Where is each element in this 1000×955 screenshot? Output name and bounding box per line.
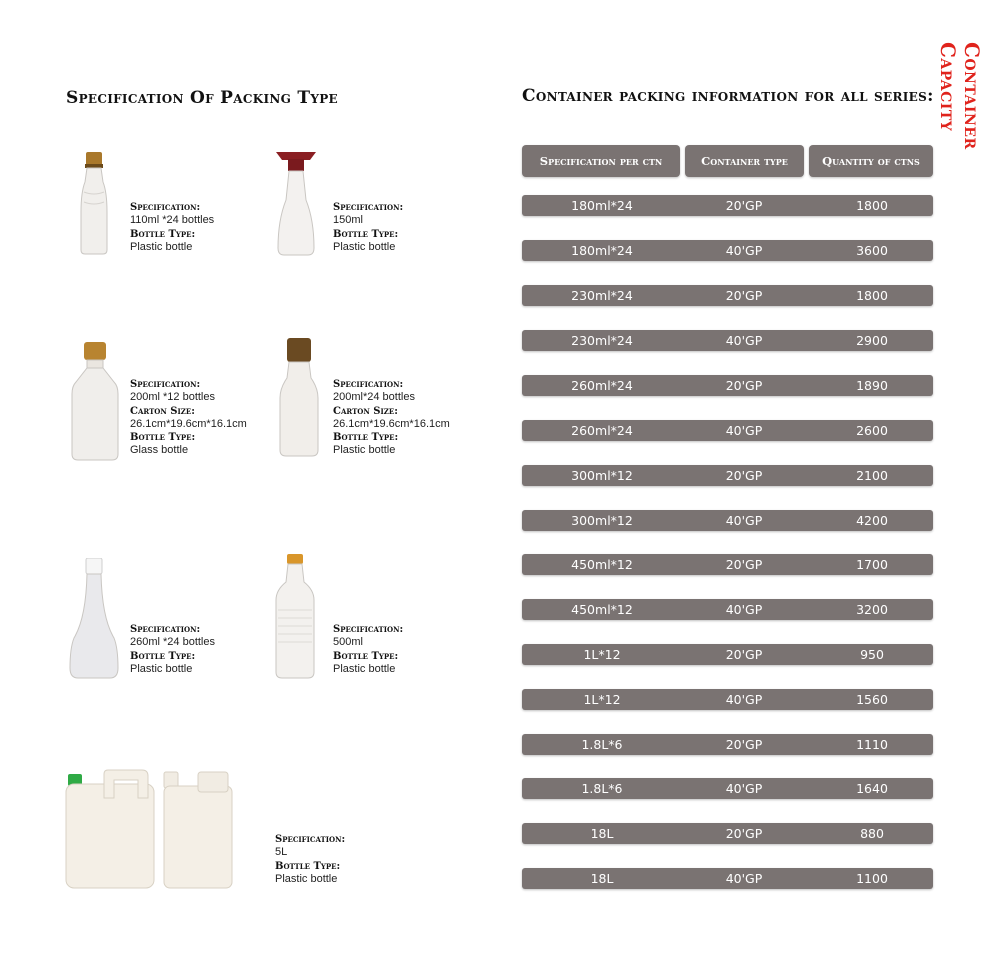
table-row (522, 240, 933, 261)
cell-quantity: 2600 (856, 423, 888, 438)
cell-container: 20'GP (725, 468, 763, 483)
table-row (522, 554, 933, 575)
jerrycan-5l-front-image (64, 768, 156, 890)
spec-label: Specification: (333, 202, 404, 213)
table-row (522, 465, 933, 486)
product-spec-260ml (130, 623, 215, 676)
table-row (522, 823, 933, 844)
bottle-type-label: Bottle Type: (130, 650, 196, 662)
cell-container: 40'GP (725, 243, 763, 258)
product-spec-5l (275, 833, 345, 886)
bottle-150ml-image (274, 150, 318, 258)
product-spec-150ml (333, 201, 403, 254)
bottle-type-value: Plastic bottle (333, 240, 396, 253)
carton-size-label: Carton Size: (333, 405, 398, 417)
spec-label: Specification: (130, 624, 201, 635)
bottle-200ml-plastic-image (278, 338, 320, 458)
cell-container: 40'GP (725, 513, 763, 528)
carton-size-label: Carton Size: (130, 405, 195, 417)
spec-value: 110ml *24 bottles (130, 214, 215, 227)
cell-container: 40'GP (725, 871, 763, 886)
cell-spec: 300ml*12 (571, 513, 633, 528)
table-row (522, 689, 933, 710)
cell-container: 40'GP (725, 333, 763, 348)
spec-value: 5L (275, 846, 288, 859)
cell-spec: 180ml*24 (571, 198, 633, 213)
table-row (522, 778, 933, 799)
cell-spec: 180ml*24 (571, 243, 633, 258)
cell-quantity: 1700 (856, 557, 888, 572)
bottle-type-label: Bottle Type: (275, 860, 341, 872)
container-info-heading: Container packing information for all series: (522, 86, 934, 106)
table-row (522, 420, 933, 441)
cell-container: 40'GP (725, 781, 763, 796)
cell-container: 40'GP (725, 602, 763, 617)
cell-spec: 1.8L*6 (581, 737, 623, 752)
cell-spec: 1L*12 (583, 647, 621, 662)
cell-quantity: 1800 (856, 198, 888, 213)
spec-value: 200ml*24 bottles (333, 391, 415, 404)
cell-container: 20'GP (725, 557, 763, 572)
header-quantity-of-ctns: Quantity of ctns (809, 145, 933, 177)
product-spec-110ml (130, 201, 214, 254)
cell-quantity: 3200 (856, 602, 888, 617)
cell-quantity: 3600 (856, 243, 888, 258)
header-container-type: Container type (685, 145, 804, 177)
table-row (522, 195, 933, 216)
bottle-type-value: Plastic bottle (333, 662, 396, 675)
spec-label: Specification: (333, 379, 404, 390)
bottle-type-value: Glass bottle (130, 444, 189, 457)
cell-spec: 260ml*24 (571, 378, 633, 393)
product-spec-500ml (333, 623, 403, 676)
packing-type-heading: Specification Of Packing Type (66, 88, 338, 108)
bottle-200ml-glass-image (70, 342, 120, 462)
cell-spec: 300ml*12 (571, 468, 633, 483)
cell-quantity: 4200 (856, 513, 888, 528)
product-spec-200ml-glass (130, 378, 247, 458)
spec-value: 200ml *12 bottles (130, 391, 215, 404)
cell-container: 20'GP (725, 288, 763, 303)
cell-container: 20'GP (725, 826, 763, 841)
bottle-type-value: Plastic bottle (130, 662, 193, 675)
table-row (522, 599, 933, 620)
spec-label: Specification: (333, 624, 404, 635)
cell-container: 20'GP (725, 647, 763, 662)
cell-container: 40'GP (725, 423, 763, 438)
table-row (522, 868, 933, 889)
cell-spec: 18L (590, 826, 614, 841)
cell-spec: 18L (590, 871, 614, 886)
bottle-500ml-image (274, 554, 316, 680)
bottle-110ml-image (76, 152, 112, 256)
bottle-type-value: Plastic bottle (130, 240, 193, 253)
spec-label: Specification: (130, 202, 201, 213)
spec-label: Specification: (275, 834, 346, 845)
cell-quantity: 1100 (856, 871, 888, 886)
spec-label: Specification: (130, 379, 201, 390)
container-capacity-side-title: Container Capacity (936, 42, 984, 150)
cell-spec: 230ml*24 (571, 333, 633, 348)
cell-quantity: 2900 (856, 333, 888, 348)
spec-value: 150ml (333, 214, 363, 227)
bottle-type-label: Bottle Type: (333, 432, 399, 444)
cell-quantity: 950 (860, 647, 884, 662)
spec-value: 500ml (333, 636, 363, 649)
bottle-type-label: Bottle Type: (130, 432, 196, 444)
jerrycan-5l-side-image (162, 768, 234, 890)
bottle-type-value: Plastic bottle (333, 444, 396, 457)
cell-quantity: 1560 (856, 692, 888, 707)
table-row (522, 644, 933, 665)
cell-quantity: 1110 (856, 737, 888, 752)
cell-quantity: 1640 (856, 781, 888, 796)
cell-spec: 1.8L*6 (581, 781, 623, 796)
cell-spec: 230ml*24 (571, 288, 633, 303)
cell-container: 20'GP (725, 737, 763, 752)
cell-spec: 260ml*24 (571, 423, 633, 438)
bottle-260ml-image (68, 558, 120, 682)
cell-container: 40'GP (725, 692, 763, 707)
cell-quantity: 880 (860, 826, 884, 841)
table-row (522, 375, 933, 396)
table-row (522, 330, 933, 351)
carton-size-value: 26.1cm*19.6cm*16.1cm (333, 417, 450, 430)
cell-container: 20'GP (725, 198, 763, 213)
cell-quantity: 1890 (856, 378, 888, 393)
product-spec-200ml-plastic (333, 378, 450, 458)
header-specification-per-ctn: Specification per ctn (522, 145, 680, 177)
bottle-type-label: Bottle Type: (333, 650, 399, 662)
cell-quantity: 2100 (856, 468, 888, 483)
cell-spec: 450ml*12 (571, 602, 633, 617)
spec-value: 260ml *24 bottles (130, 636, 215, 649)
table-row (522, 734, 933, 755)
cell-container: 20'GP (725, 378, 763, 393)
bottle-type-value: Plastic bottle (275, 872, 338, 885)
table-row (522, 510, 933, 531)
bottle-type-label: Bottle Type: (333, 228, 399, 240)
cell-quantity: 1800 (856, 288, 888, 303)
cell-spec: 450ml*12 (571, 557, 633, 572)
carton-size-value: 26.1cm*19.6cm*16.1cm (130, 417, 247, 430)
cell-spec: 1L*12 (583, 692, 621, 707)
bottle-type-label: Bottle Type: (130, 228, 196, 240)
table-row (522, 285, 933, 306)
